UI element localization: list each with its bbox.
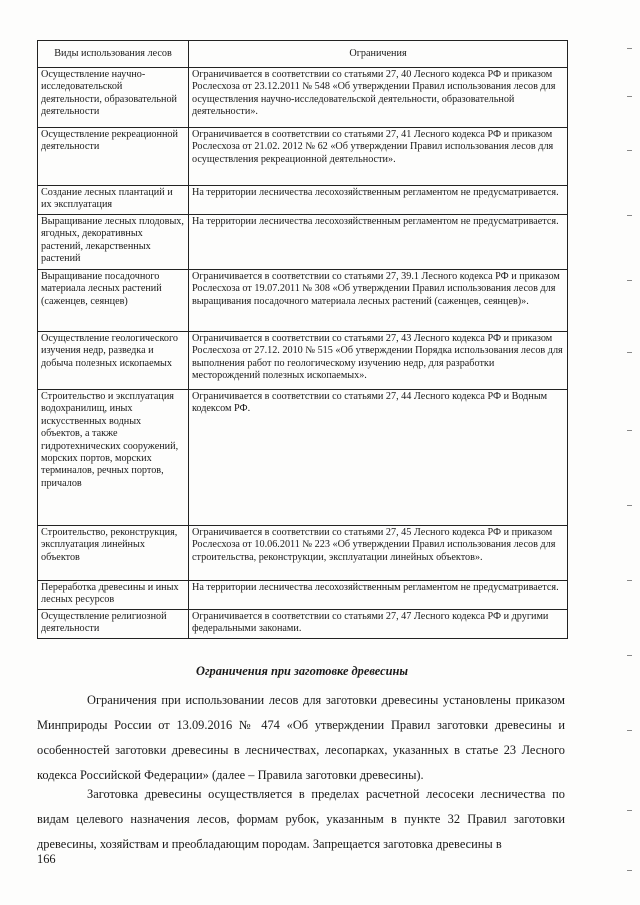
header-restrictions: Ограничения	[189, 41, 568, 68]
table-row	[38, 526, 568, 581]
forest-use-cell: Выращивание лесных плодовых, ягодных, декоративных растений, лекарственных растений	[38, 215, 189, 270]
restriction-cell: На территории лесничества лесохозяйственным регламентом не предусматривается.	[189, 581, 568, 610]
forest-use-cell: Осуществление религиозной деятельности	[38, 610, 189, 639]
forest-use-cell: Переработка древесины и иных лесных ресурсов	[38, 581, 189, 610]
page-number: 166	[37, 852, 56, 866]
forest-use-cell: Создание лесных плантаций и их эксплуатация	[38, 186, 189, 215]
body-paragraph: Ограничения при использовании лесов для заготовки древесины установлены приказом Минприроды России от 13.09.2016 № 474 «Об утверждении Правил заготовки древесины и особенностей заготовки древесины в лесничествах, лесопарках, указанных в статье 23 Лесного кодекса Российской Федерации» (далее – Правила заготовки древесины).	[37, 693, 565, 782]
forest-use-cell: Строительство, реконструкция, эксплуатация линейных объектов	[38, 526, 189, 581]
forest-use-cell: Осуществление научно-исследовательской деятельности, образовательной деятельности	[38, 68, 189, 128]
table-row	[38, 610, 568, 639]
forest-use-cell: Строительство и эксплуатация водохранилищ, иных искусственных водных объектов, а также гидротехнических сооружений, морских портов, морских терминалов, речных портов, причалов	[38, 390, 189, 526]
restriction-cell: Ограничивается в соответствии со статьями 27, 39.1 Лесного кодекса РФ и приказом Рослесхоза от 19.07.2011 № 308 «Об утверждении Правил использования лесов для выращивания посадочного материала лесных растений (саженцев, сеянцев)».	[189, 270, 568, 332]
table-header-row	[38, 41, 568, 68]
restriction-cell: Ограничивается в соответствии со статьями 27, 47 Лесного кодекса РФ и другими федеральными законами.	[189, 610, 568, 639]
table-row	[38, 390, 568, 526]
table-row	[38, 128, 568, 186]
restrictions-table	[37, 40, 568, 639]
header-forest-use: Виды использования лесов	[38, 41, 189, 68]
restriction-cell: На территории лесничества лесохозяйственным регламентом не предусматривается.	[189, 215, 568, 270]
table-row	[38, 215, 568, 270]
table-row	[38, 270, 568, 332]
restriction-cell: Ограничивается в соответствии со статьями 27, 41 Лесного кодекса РФ и приказом Рослесхоза от 21.02. 2012 № 62 «Об утверждении Правил использования лесов для осуществления рекреационной деятельности».	[189, 128, 568, 186]
section-title: Ограничения при заготовке древесины	[196, 664, 408, 678]
table-row	[38, 186, 568, 215]
restriction-cell: Ограничивается в соответствии со статьями 27, 44 Лесного кодекса РФ и Водным кодексом РФ.	[189, 390, 568, 526]
restriction-cell: Ограничивается в соответствии со статьями 27, 45 Лесного кодекса РФ и приказом Рослесхоза от 10.06.2011 № 223 «Об утверждении Правил использования лесов для строительства, реконструкции, эксплуатации линейных объектов».	[189, 526, 568, 581]
table-row	[38, 68, 568, 128]
body-paragraph: Заготовка древесины осуществляется в пределах расчетной лесосеки лесничества по видам целевого назначения лесов, формам рубок, указанным в пункте 32 Правил заготовки древесины, хозяйствам и преобладающим породам. Запрещается заготовка древесины в	[37, 787, 565, 851]
restriction-cell: Ограничивается в соответствии со статьями 27, 43 Лесного кодекса РФ и приказом Рослесхоза от 27.12. 2010 № 515 «Об утверждении Порядка использования лесов для выполнения работ по геологическому изучению недр, для разработки месторождений полезных ископаемых».	[189, 332, 568, 390]
scan-margin-marks	[622, 0, 634, 905]
forest-use-cell: Осуществление рекреационной деятельности	[38, 128, 189, 186]
forest-use-cell: Осуществление геологического изучения недр, разведка и добыча полезных ископаемых	[38, 332, 189, 390]
forest-use-cell: Выращивание посадочного материала лесных растений (саженцев, сеянцев)	[38, 270, 189, 332]
restriction-cell: На территории лесничества лесохозяйственным регламентом не предусматривается.	[189, 186, 568, 215]
table-row	[38, 332, 568, 390]
restriction-cell: Ограничивается в соответствии со статьями 27, 40 Лесного кодекса РФ и приказом Рослесхоза от 23.12.2011 № 548 «Об утверждении Правил использования лесов для осуществления научно-исследовательской деятельности, образовательной деятельности».	[189, 68, 568, 128]
table-row	[38, 581, 568, 610]
